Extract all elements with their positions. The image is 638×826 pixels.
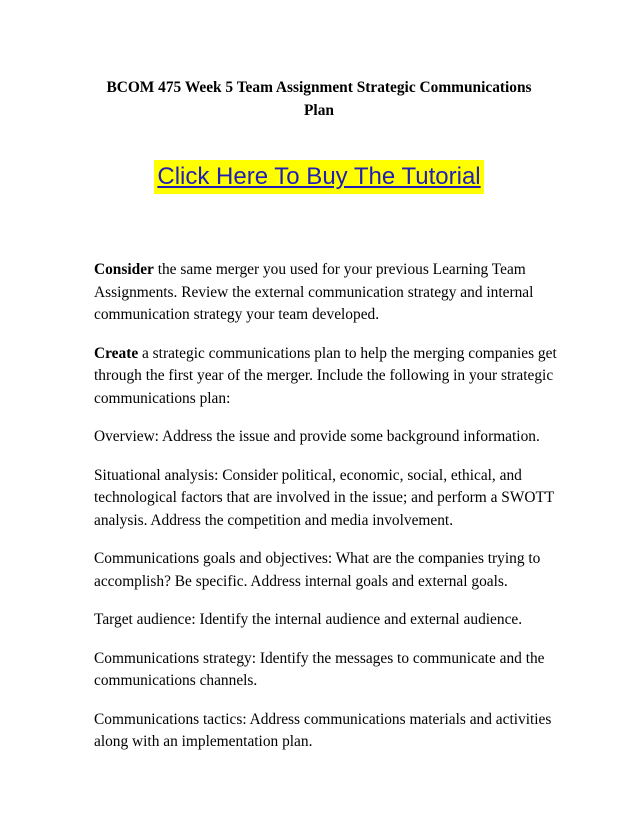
paragraph-text: Communications goals and objectives: What are the companies trying to accomplish? Be specific. Address internal goals and external goals. [94,550,541,590]
paragraph-text: Target audience: Identify the internal audience and external audience. [94,611,523,628]
page-title [86,76,552,122]
paragraph-communications-tactics [94,709,574,754]
paragraph-lead: Create [94,344,139,362]
paragraph-text: Communications strategy: Identify the messages to communicate and the communications channels. [94,649,545,689]
buy-tutorial-link[interactable]: Click Here To Buy The Tutorial [154,160,483,194]
paragraph-target-audience [94,609,574,632]
paragraph-text: a strategic communications plan to help the merging companies get through the first year of the merger. Include the following in your strategic communications plan: [94,344,557,407]
paragraph-situational-analysis [94,465,574,533]
paragraph-communications-strategy [94,648,574,693]
title-line-2: Plan [304,102,334,119]
paragraph-goals-objectives [94,548,574,593]
paragraph-consider [94,259,574,327]
paragraph-lead: Consider [94,261,154,278]
paragraph-overview [94,426,574,449]
paragraph-text: the same merger you used for your previous Learning Team Assignments. Review the external communication strategy and internal communication strategy your team developed. [94,261,534,323]
cta-container [0,160,638,194]
paragraph-text: Overview: Address the issue and provide some background information. [94,428,540,445]
document-body [94,259,574,770]
paragraph-text: Communications tactics: Address communications materials and activities along with an implementation plan. [94,710,552,750]
paragraph-create [94,343,574,411]
title-line-1: BCOM 475 Week 5 Team Assignment Strategic Communications [106,79,532,96]
paragraph-text: Situational analysis: Consider political, economic, social, ethical, and technological factors that are involved in the issue; and perform a SWOTT analysis. Address the competition and media involvement. [94,466,555,529]
